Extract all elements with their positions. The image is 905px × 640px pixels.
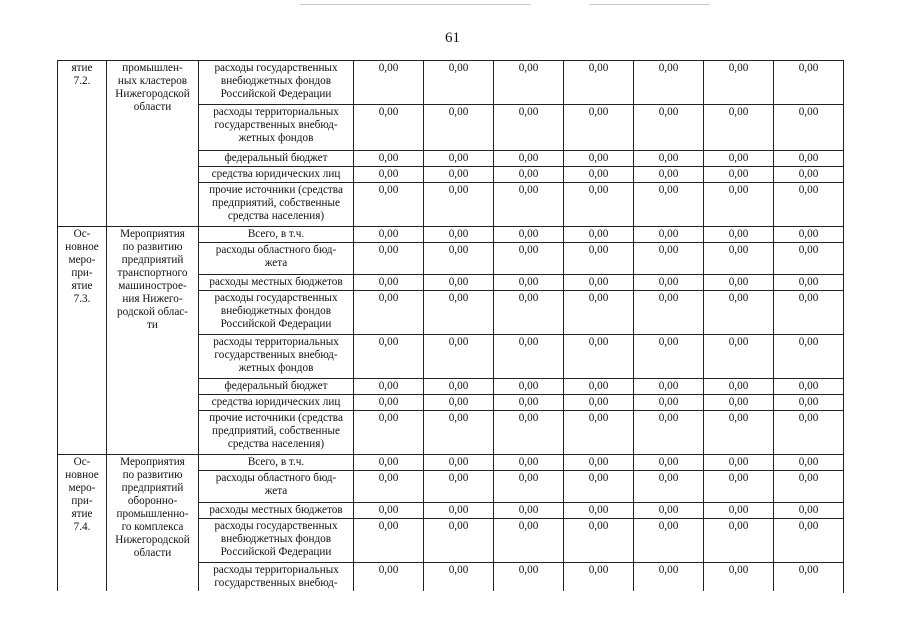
- amount-cell: 0,00: [564, 291, 634, 335]
- amount-cell: 0,00: [704, 183, 774, 227]
- amount-cell: 0,00: [774, 227, 844, 243]
- amount-cell: 0,00: [634, 455, 704, 471]
- amount-cell: 0,00: [354, 335, 424, 379]
- amount-cell: 0,00: [774, 61, 844, 105]
- amount-cell: 0,00: [494, 455, 564, 471]
- amount-cell: 0,00: [564, 519, 634, 563]
- amount-cell: 0,00: [564, 105, 634, 151]
- amount-cell: 0,00: [494, 395, 564, 411]
- amount-cell: 0,00: [704, 291, 774, 335]
- funding-source-cell: расходы областного бюд- жета: [199, 471, 354, 503]
- activity-name-cell: Мероприятия по развитию предприятий оборонно- промышленно- го комплекса Нижегородской области: [107, 455, 199, 593]
- amount-cell: 0,00: [634, 167, 704, 183]
- amount-cell: 0,00: [424, 563, 494, 593]
- amount-cell: 0,00: [424, 105, 494, 151]
- amount-cell: 0,00: [494, 183, 564, 227]
- amount-cell: 0,00: [704, 471, 774, 503]
- amount-cell: 0,00: [424, 395, 494, 411]
- funding-source-cell: федеральный бюджет: [199, 379, 354, 395]
- amount-cell: 0,00: [774, 379, 844, 395]
- amount-cell: 0,00: [354, 379, 424, 395]
- amount-cell: 0,00: [354, 519, 424, 563]
- amount-cell: 0,00: [424, 335, 494, 379]
- amount-cell: 0,00: [774, 563, 844, 593]
- amount-cell: 0,00: [634, 275, 704, 291]
- amount-cell: 0,00: [704, 227, 774, 243]
- amount-cell: 0,00: [704, 275, 774, 291]
- funding-source-cell: расходы территориальных государственных внебюд- жетных фондов: [199, 335, 354, 379]
- funding-source-cell: расходы государственных внебюджетных фондов Российской Федерации: [199, 291, 354, 335]
- amount-cell: 0,00: [424, 291, 494, 335]
- amount-cell: 0,00: [424, 61, 494, 105]
- amount-cell: 0,00: [424, 275, 494, 291]
- activity-code-cell: Ос- новное меро- при- ятие 7.4.: [58, 455, 107, 593]
- amount-cell: 0,00: [494, 519, 564, 563]
- activity-name-cell: Мероприятия по развитию предприятий транспортного машинострое- ния Нижего- родской облас- ти: [107, 227, 199, 455]
- amount-cell: 0,00: [774, 151, 844, 167]
- amount-cell: 0,00: [704, 105, 774, 151]
- activity-code-cell: Ос- новное меро- при- ятие 7.3.: [58, 227, 107, 455]
- amount-cell: 0,00: [634, 471, 704, 503]
- amount-cell: 0,00: [564, 183, 634, 227]
- funding-source-cell: расходы государственных внебюджетных фондов Российской Федерации: [199, 519, 354, 563]
- amount-cell: 0,00: [564, 275, 634, 291]
- funding-source-cell: федеральный бюджет: [199, 151, 354, 167]
- amount-cell: 0,00: [634, 519, 704, 563]
- amount-cell: 0,00: [634, 151, 704, 167]
- amount-cell: 0,00: [634, 183, 704, 227]
- amount-cell: 0,00: [354, 167, 424, 183]
- amount-cell: 0,00: [774, 471, 844, 503]
- amount-cell: 0,00: [564, 167, 634, 183]
- amount-cell: 0,00: [564, 471, 634, 503]
- amount-cell: 0,00: [354, 471, 424, 503]
- amount-cell: 0,00: [634, 227, 704, 243]
- amount-cell: 0,00: [494, 275, 564, 291]
- amount-cell: 0,00: [774, 455, 844, 471]
- amount-cell: 0,00: [354, 455, 424, 471]
- amount-cell: 0,00: [564, 335, 634, 379]
- amount-cell: 0,00: [704, 335, 774, 379]
- amount-cell: 0,00: [774, 275, 844, 291]
- funding-source-cell: расходы областного бюд- жета: [199, 243, 354, 275]
- amount-cell: 0,00: [494, 151, 564, 167]
- amount-cell: 0,00: [634, 105, 704, 151]
- amount-cell: 0,00: [424, 471, 494, 503]
- amount-cell: 0,00: [564, 563, 634, 593]
- funding-source-cell: Всего, в т.ч.: [199, 455, 354, 471]
- amount-cell: 0,00: [704, 519, 774, 563]
- amount-cell: 0,00: [424, 243, 494, 275]
- scan-artifact-line: [590, 4, 710, 5]
- amount-cell: 0,00: [494, 243, 564, 275]
- amount-cell: 0,00: [704, 563, 774, 593]
- amount-cell: 0,00: [424, 183, 494, 227]
- funding-source-cell: расходы местных бюджетов: [199, 503, 354, 519]
- amount-cell: 0,00: [704, 167, 774, 183]
- amount-cell: 0,00: [564, 61, 634, 105]
- amount-cell: 0,00: [494, 105, 564, 151]
- amount-cell: 0,00: [704, 151, 774, 167]
- funding-source-cell: Всего, в т.ч.: [199, 227, 354, 243]
- amount-cell: 0,00: [494, 471, 564, 503]
- amount-cell: 0,00: [564, 243, 634, 275]
- amount-cell: 0,00: [494, 61, 564, 105]
- amount-cell: 0,00: [354, 563, 424, 593]
- table-row: [58, 61, 844, 105]
- amount-cell: 0,00: [704, 61, 774, 105]
- amount-cell: 0,00: [634, 503, 704, 519]
- amount-cell: 0,00: [354, 243, 424, 275]
- amount-cell: 0,00: [424, 151, 494, 167]
- amount-cell: 0,00: [564, 151, 634, 167]
- amount-cell: 0,00: [494, 411, 564, 455]
- amount-cell: 0,00: [774, 183, 844, 227]
- activity-name-cell: промышлен- ных кластеров Нижегородской области: [107, 61, 199, 227]
- amount-cell: 0,00: [564, 411, 634, 455]
- amount-cell: 0,00: [774, 519, 844, 563]
- amount-cell: 0,00: [354, 395, 424, 411]
- amount-cell: 0,00: [354, 291, 424, 335]
- funding-source-cell: прочие источники (средства предприятий, собственные средства населения): [199, 411, 354, 455]
- amount-cell: 0,00: [424, 167, 494, 183]
- amount-cell: 0,00: [564, 227, 634, 243]
- amount-cell: 0,00: [774, 411, 844, 455]
- amount-cell: 0,00: [424, 455, 494, 471]
- amount-cell: 0,00: [634, 411, 704, 455]
- amount-cell: 0,00: [354, 227, 424, 243]
- amount-cell: 0,00: [704, 243, 774, 275]
- funding-source-cell: расходы государственных внебюджетных фондов Российской Федерации: [199, 61, 354, 105]
- funding-source-cell: расходы территориальных государственных внебюд- жетных фондов: [199, 105, 354, 151]
- amount-cell: 0,00: [774, 503, 844, 519]
- amount-cell: 0,00: [354, 503, 424, 519]
- amount-cell: 0,00: [424, 411, 494, 455]
- budget-table-body: [58, 61, 844, 593]
- funding-source-cell: расходы местных бюджетов: [199, 275, 354, 291]
- amount-cell: 0,00: [354, 411, 424, 455]
- amount-cell: 0,00: [424, 379, 494, 395]
- table-row: [58, 227, 844, 243]
- amount-cell: 0,00: [494, 563, 564, 593]
- funding-source-cell: расходы территориальных государственных внебюд-: [199, 563, 354, 593]
- amount-cell: 0,00: [634, 335, 704, 379]
- table-row: [58, 455, 844, 471]
- funding-source-cell: прочие источники (средства предприятий, собственные средства населения): [199, 183, 354, 227]
- funding-source-cell: средства юридических лиц: [199, 395, 354, 411]
- amount-cell: 0,00: [634, 563, 704, 593]
- amount-cell: 0,00: [424, 503, 494, 519]
- amount-cell: 0,00: [494, 291, 564, 335]
- amount-cell: 0,00: [634, 291, 704, 335]
- amount-cell: 0,00: [494, 167, 564, 183]
- amount-cell: 0,00: [564, 395, 634, 411]
- activity-code-cell: ятие 7.2.: [58, 61, 107, 227]
- amount-cell: 0,00: [774, 167, 844, 183]
- amount-cell: 0,00: [354, 105, 424, 151]
- amount-cell: 0,00: [704, 503, 774, 519]
- amount-cell: 0,00: [564, 503, 634, 519]
- page-number: 61: [445, 30, 460, 46]
- amount-cell: 0,00: [424, 227, 494, 243]
- budget-table: [57, 60, 844, 593]
- amount-cell: 0,00: [774, 243, 844, 275]
- amount-cell: 0,00: [704, 395, 774, 411]
- amount-cell: 0,00: [564, 379, 634, 395]
- amount-cell: 0,00: [774, 395, 844, 411]
- page-bottom-margin: [57, 591, 843, 640]
- amount-cell: 0,00: [494, 227, 564, 243]
- amount-cell: 0,00: [634, 379, 704, 395]
- amount-cell: 0,00: [704, 455, 774, 471]
- amount-cell: 0,00: [354, 183, 424, 227]
- funding-source-cell: средства юридических лиц: [199, 167, 354, 183]
- amount-cell: 0,00: [424, 519, 494, 563]
- amount-cell: 0,00: [354, 151, 424, 167]
- amount-cell: 0,00: [354, 275, 424, 291]
- amount-cell: 0,00: [704, 411, 774, 455]
- amount-cell: 0,00: [774, 335, 844, 379]
- amount-cell: 0,00: [634, 243, 704, 275]
- amount-cell: 0,00: [494, 335, 564, 379]
- amount-cell: 0,00: [494, 379, 564, 395]
- amount-cell: 0,00: [774, 105, 844, 151]
- amount-cell: 0,00: [634, 395, 704, 411]
- amount-cell: 0,00: [704, 379, 774, 395]
- amount-cell: 0,00: [354, 61, 424, 105]
- amount-cell: 0,00: [634, 61, 704, 105]
- scan-artifact-line: [300, 4, 530, 5]
- amount-cell: 0,00: [774, 291, 844, 335]
- amount-cell: 0,00: [494, 503, 564, 519]
- amount-cell: 0,00: [564, 455, 634, 471]
